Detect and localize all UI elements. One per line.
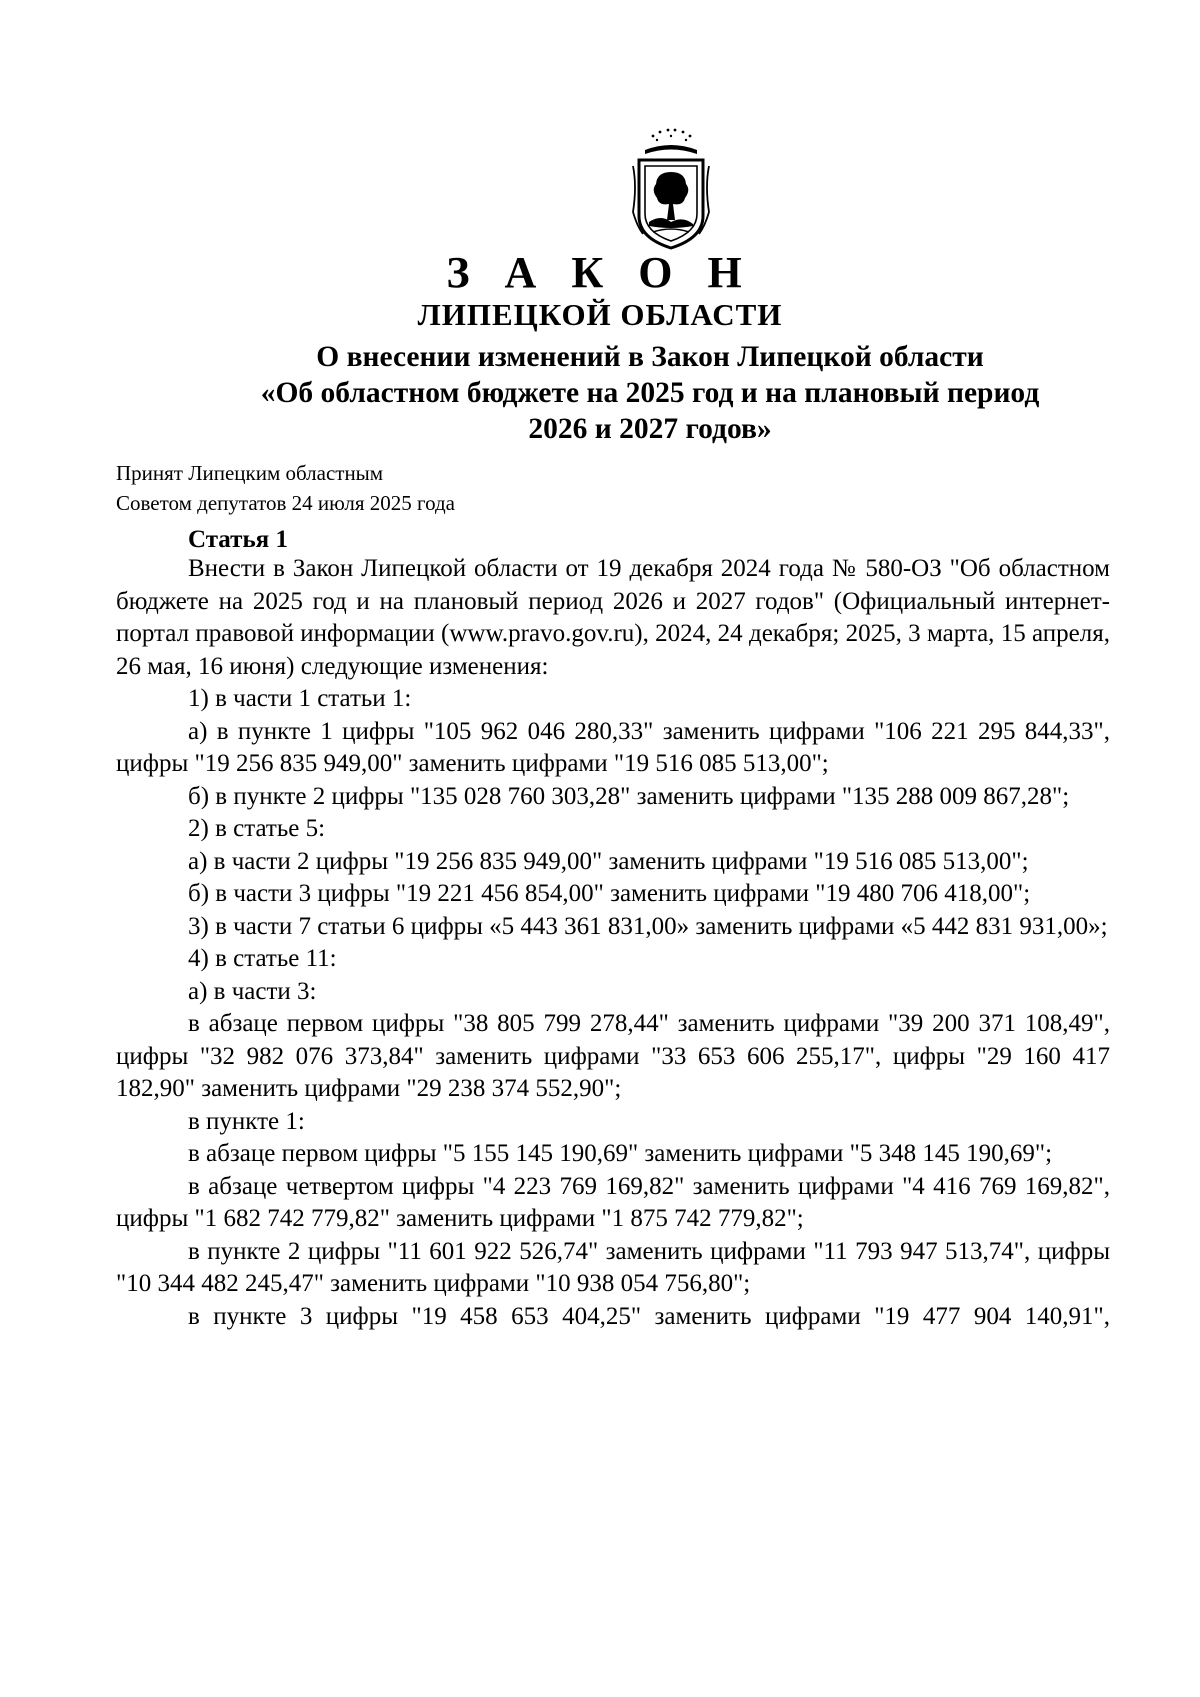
subject-line: 2026 и 2027 годов» xyxy=(528,413,772,445)
paragraph: б) в пункте 2 цифры "135 028 760 303,28" заменить цифрами "135 288 009 867,28"; xyxy=(188,782,1070,810)
paragraph: б) в части 3 цифры "19 221 456 854,00" заменить цифрами "19 480 706 418,00"; xyxy=(188,880,1031,907)
paragraph: Внести в Закон Липецкой области от 19 декабря 2024 года № 580-ОЗ "Об областном бюджете на 2025 год и на плановый период 2026 и 2027 годов" (Официальный интернет-портал правовой информации (www.pravo.gov.ru), 2024, 24 декабря; 2025, 3 марта, 15 апреля, 26 мая, 16 июня) следующие изменения: xyxy=(116,555,1110,680)
adoption-line: Принят Липецким областным xyxy=(116,461,384,485)
paragraph: а) в части 2 цифры "19 256 835 949,00" заменить цифрами "19 516 085 513,00"; xyxy=(188,847,1029,875)
paragraph: в абзаце первом цифры "5 155 145 190,69" заменить цифрами "5 348 145 190,69"; xyxy=(188,1140,1053,1167)
paragraph: а) в пункте 1 цифры "105 962 046 280,33" заменить цифрами "106 221 295 844,33", цифры "19 256 835 949,00" заменить цифрами "19 516 085 513,00"; xyxy=(116,717,1110,777)
document-type-title: З А К О Н xyxy=(446,248,754,297)
paragraph: в пункте 1: xyxy=(188,1107,305,1135)
paragraph: 3) в части 7 статьи 6 цифры «5 443 361 831,00» заменить цифрами «5 442 831 931,00»; xyxy=(188,912,1108,940)
law-subject-title xyxy=(200,339,1100,447)
lipetsk-coat-of-arms-icon xyxy=(627,126,715,254)
region-title: ЛИПЕЦКОЙ ОБЛАСТИ xyxy=(417,297,783,332)
adoption-note xyxy=(116,458,455,518)
adoption-line: Советом депутатов 24 июля 2025 года xyxy=(116,491,455,515)
subject-line: О внесении изменений в Закон Липецкой области xyxy=(316,341,984,373)
paragraph: в пункте 3 цифры "19 458 653 404,25" заменить цифрами "19 477 904 140,91", xyxy=(188,1302,1110,1330)
subject-line: «Об областном бюджете на 2025 год и на плановый период xyxy=(260,377,1040,409)
paragraph: 1) в части 1 статьи 1: xyxy=(188,685,412,712)
paragraph: в абзаце четвертом цифры "4 223 769 169,82" заменить цифрами "4 416 769 169,82", цифры "1 682 742 779,82" заменить цифрами "1 875 742 779,82"; xyxy=(116,1172,1110,1232)
paragraph: в абзаце первом цифры "38 805 799 278,44" заменить цифрами "39 200 371 108,49", цифры "32 982 076 373,84" заменить цифрами "33 653 606 255,17", цифры "29 160 417 182,90" заменить цифрами "29 238 374 552,90"; xyxy=(116,1010,1110,1102)
paragraph: а) в части 3: xyxy=(188,977,317,1005)
article-heading: Статья 1 xyxy=(188,526,288,553)
article-body xyxy=(116,553,1110,1333)
paragraph: 4) в статье 11: xyxy=(188,945,337,972)
paragraph: в пункте 2 цифры "11 601 922 526,74" заменить цифрами "11 793 947 513,74", цифры "10 344 482 245,47" заменить цифрами "10 938 054 756,80"; xyxy=(116,1237,1110,1297)
paragraph: 2) в статье 5: xyxy=(188,815,326,842)
